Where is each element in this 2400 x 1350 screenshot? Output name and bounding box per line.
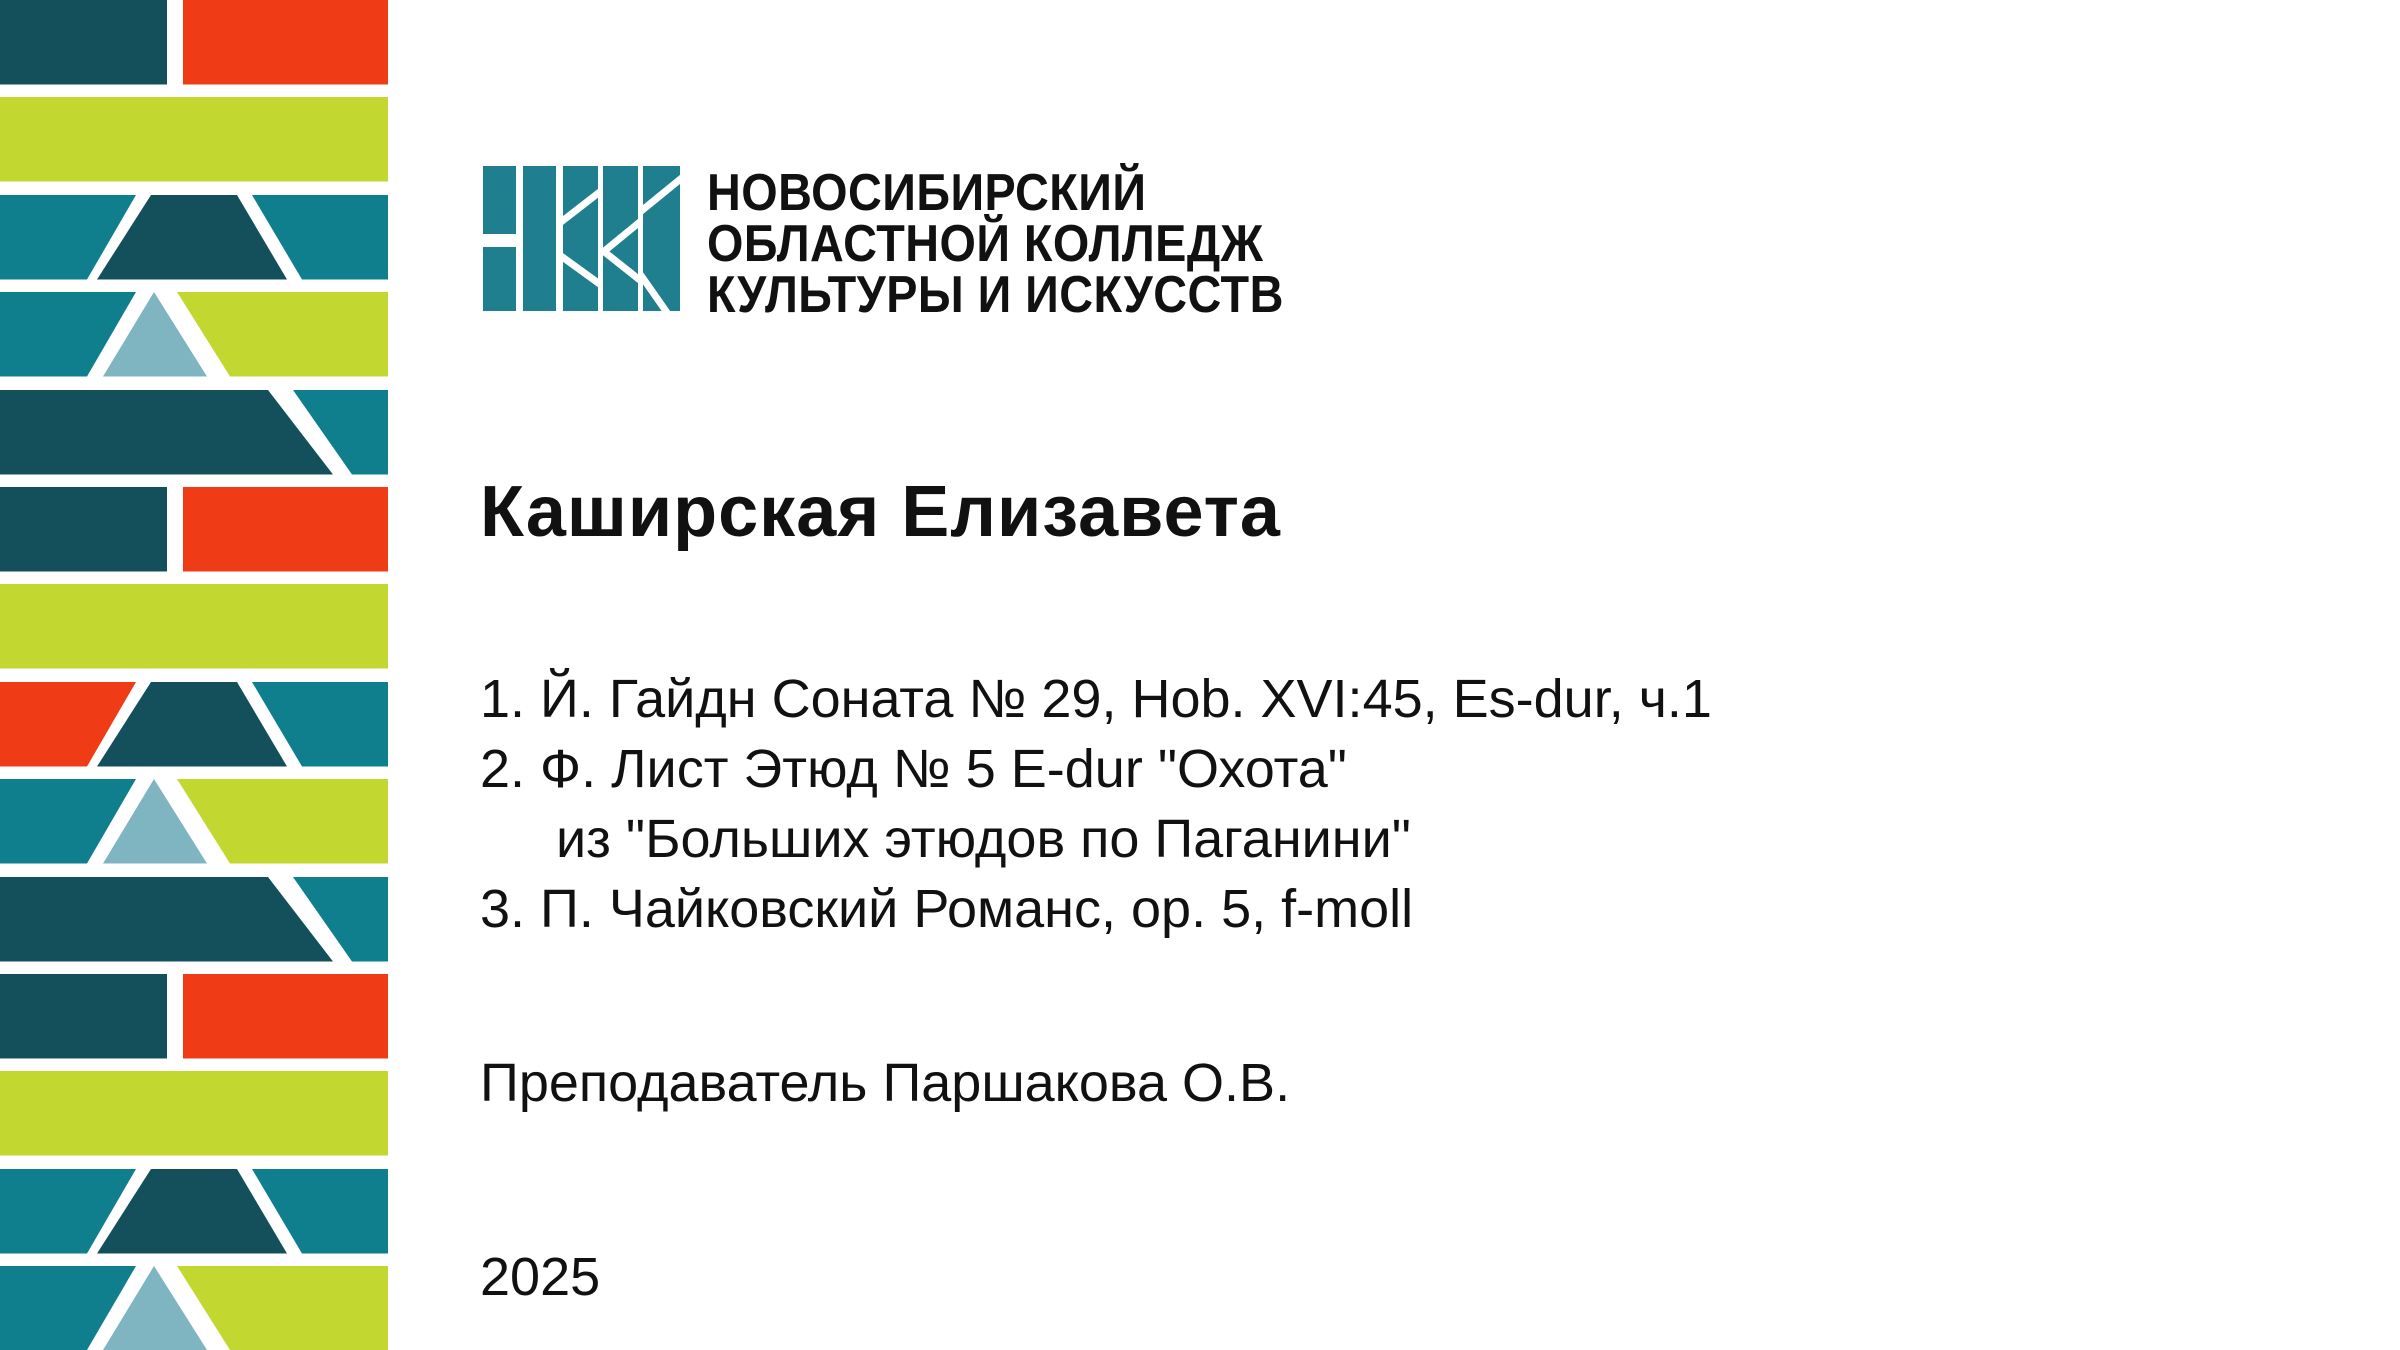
program-item: 2. Ф. Лист Этюд № 5 E-dur "Охота" — [480, 739, 1347, 799]
year-label: 2025 — [480, 1247, 601, 1307]
student-name-title: Каширская Елизавета — [480, 472, 1281, 552]
program-item-continuation: из "Больших этюдов по Паганини" — [556, 809, 1411, 869]
college-name-line: КУЛЬТУРЫ И ИСКУССТВ — [707, 266, 1284, 324]
college-logo — [483, 164, 1348, 324]
college-logo-bars-icon — [483, 166, 683, 311]
program-item: 1. Й. Гайдн Соната № 29, Hob. XVI:45, Es-dur, ч.1 — [480, 669, 1712, 729]
program-list — [480, 664, 1712, 944]
mosaic-decoration — [0, 0, 390, 1350]
college-name-line: ОБЛАСТНОЙ КОЛЛЕДЖ — [707, 215, 1264, 273]
college-name-line: НОВОСИБИРСКИЙ — [707, 164, 1147, 222]
program-item: 3. П. Чайковский Романс, op. 5, f-moll — [480, 879, 1414, 939]
teacher-credit: Преподаватель Паршакова О.В. — [480, 1053, 1291, 1113]
college-name — [707, 164, 1284, 324]
